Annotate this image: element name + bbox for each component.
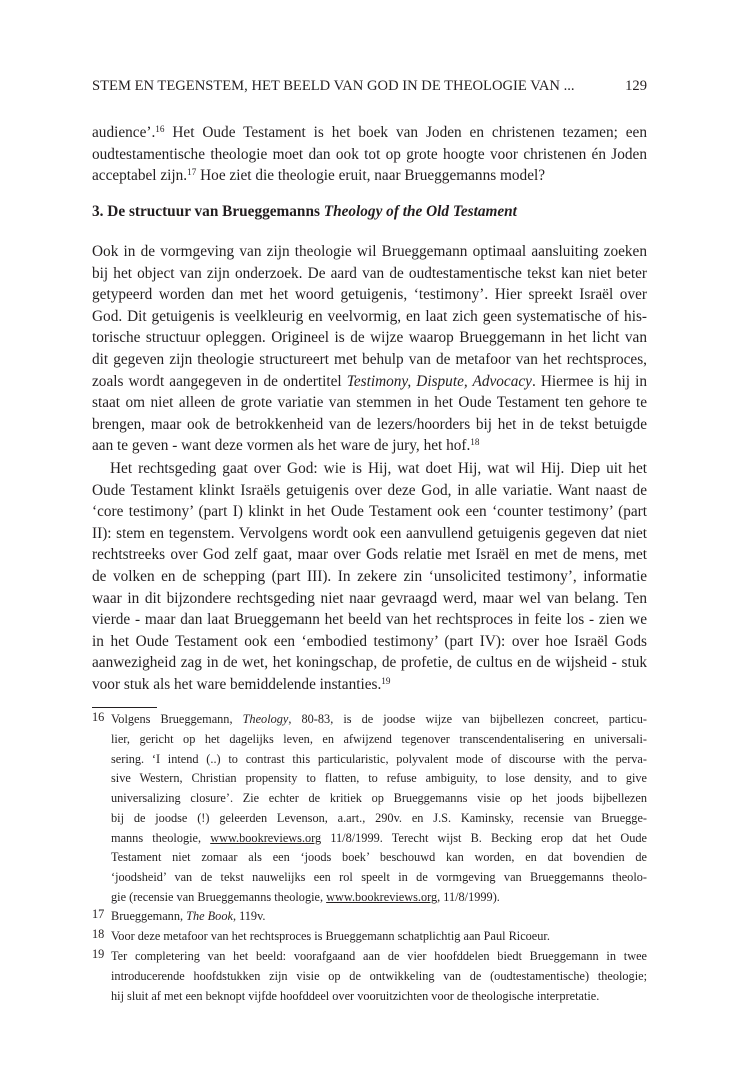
text-run: Ter completering van het beeld: voorafgaand aan de vier hoofddelen biedt Brueggemann in twee: [111, 949, 647, 963]
text-run: , 80-83, is de joodse wijze van bijbellezen concreet, particu-: [288, 712, 647, 726]
text-run: getypeerd worden dan met het woord getuigenis, ‘testimony’. Hier spreekt Israël over: [92, 286, 647, 304]
text-run: voor stuk als het ware bemiddelende instanties.: [92, 675, 382, 693]
footnote-number: 17: [92, 907, 105, 921]
text-run: lier, gericht op het dagelijks leven, en afwijzend tegenover transcendentalisering en universali-: [111, 731, 647, 746]
text-run: God. Dit getuigenis is veelkleurig en veelvormig, en laat zich geen systematische of his-: [92, 307, 647, 325]
footnote-number: 16: [92, 710, 105, 724]
footnote-17: [92, 907, 647, 927]
text-line: [111, 848, 647, 868]
text-run: brengen, maar ook de betrokkenheid van de lezers/hoorders bij het in de tekst betuigde: [92, 415, 647, 433]
text-run: bij het object van zijn onderzoek. De aard van de oudtestamentische tekst kan niet beter: [92, 264, 647, 282]
footnote-text: [111, 927, 647, 947]
running-header: [92, 78, 647, 95]
text-line: [92, 435, 647, 457]
paragraph-3: [92, 458, 647, 696]
text-run: Volgens Brueggemann,: [111, 712, 243, 726]
page-number: 129: [625, 78, 647, 94]
footnote-reference[interactable]: 17: [187, 167, 197, 178]
text-run: Testament niet zomaar als een ‘joods boek’ beschouwd kan worden, en dat bovendien de: [111, 850, 647, 865]
text-run: Voor deze metafoor van het rechtsproces is Brueggemann schatplichtig aan Paul Ricoeur.: [111, 929, 550, 943]
section-heading-text: 3. De structuur van Brueggemanns: [92, 203, 324, 220]
text-run: , 11/8/1999).: [437, 889, 500, 904]
footnote-reference[interactable]: 18: [470, 437, 480, 448]
text-run: gie (recensie van Brueggemanns theologie,: [111, 889, 327, 904]
text-line: [111, 967, 647, 987]
text-run: in het Oude Testament ook een ‘embodied testimony’ (part IV): over hoe Israël Gods: [92, 632, 647, 650]
text-run: sive Western, Christian propensity to flatten, to refuse ambiguity, to lose density, and to give: [111, 771, 647, 786]
section-heading: [92, 203, 517, 221]
text-line: [92, 392, 647, 414]
paragraph-1: [92, 122, 647, 187]
text-line: [92, 371, 647, 393]
text-run: aanwezigheid zag in de wet, het koningschap, de profetie, de cultus en de wijsheid - stuk: [92, 654, 647, 672]
text-line: [92, 652, 647, 674]
text-run: Het Oude Testament is het boek van Joden en christenen tezamen; een: [164, 124, 647, 141]
text-run: Ook in de vormgeving van zijn theologie wil Brueggemann optimaal aansluiting zoeken: [92, 243, 647, 260]
footnote-text: [111, 947, 647, 1006]
italic-title: Theology: [242, 712, 289, 726]
text-run: Oude Testament klinkt Israëls getuigenis over deze God, in alle variatie. Want naast de: [92, 481, 647, 499]
italic-title: Testimony, Dispute, Advocacy: [346, 372, 532, 390]
url-link[interactable]: www.bookreviews.org: [210, 830, 322, 845]
text-run: ‘core testimony’ (part I) klinkt in het Oude Testament ook een ‘counter testimony’ (part: [92, 503, 647, 521]
text-line: [92, 674, 647, 696]
text-run: bij de joodse (!) geleerden Levenson, a.art., 290v. en J.S. Kaminsky, recensie van Brueggе-: [111, 810, 647, 825]
text-line: [92, 414, 647, 436]
text-line: [111, 927, 647, 947]
text-run: torische structuur opleggen. Origineel is de wijze waarop Brueggemann in het licht van: [92, 329, 647, 347]
text-run: II): stem en tegenstem. Vervolgens wordt ook een aanvullend getuigenis gegeven dat niet: [92, 524, 647, 542]
text-line: [111, 769, 647, 789]
text-run: 11/8/1999. Terecht wijst B. Becking erop dat het Oude: [321, 830, 647, 845]
text-line: [92, 544, 647, 566]
text-line: [111, 868, 647, 888]
text-run: waar in dit bijzondere rechtsgeding niet naar gevraagd werd, maar wel van belang. Ten: [92, 589, 647, 607]
text-run: de volken en de schepping (part III). In zekere zin ‘unsolicited testimony’, informatie: [92, 567, 647, 585]
text-run: . Hiermee is hij in: [531, 372, 647, 390]
text-line: [111, 829, 647, 849]
text-run: ‘joodsheid’ van de tekst nauwelijks een rol speelt in de vormgeving van Brueggemanns theolo-: [111, 870, 647, 884]
italic-title: The Book: [186, 909, 233, 923]
footnote-reference[interactable]: 19: [381, 675, 391, 686]
text-line: [92, 263, 647, 285]
text-run: dit gegeven zijn theologie structureert met behulp van de metafoor van het rechtsproces,: [92, 350, 647, 368]
text-line: [111, 730, 647, 750]
text-run: oudtestamentische theologie moet dan ook tot op grote hoogte voor christenen én Joden: [92, 145, 647, 163]
text-line: [92, 327, 647, 349]
text-line: [111, 809, 647, 829]
text-run: Brueggemann,: [111, 909, 187, 923]
url-link[interactable]: www.bookreviews.org: [326, 889, 438, 904]
text-line: [92, 523, 647, 545]
text-run: , 119v.: [232, 909, 266, 923]
text-run: universalizing closure’. Zie echter de kritiek op Brueggemanns visie op het joods bijbellezen: [111, 791, 647, 805]
text-run: Het rechtsgeding gaat over God: wie is Hij, wat doet Hij, wat wil Hij. Diep uit het: [110, 460, 647, 477]
text-run: hij sluit af met een beknopt vijfde hoofddeel over vooruitzichten voor de theologische interpretatie.: [111, 988, 600, 1003]
text-line: [92, 241, 647, 263]
footnote-reference[interactable]: 16: [155, 123, 165, 134]
text-line: [111, 947, 647, 967]
text-line: [111, 710, 647, 730]
text-run: manns theologie,: [111, 830, 211, 845]
text-line: [92, 588, 647, 610]
footnote-text: [111, 907, 647, 927]
text-run: rechtstreeks over God zelf gaat, maar over Gods relatie met Israël en met de mens, met: [92, 546, 647, 564]
text-line: [111, 907, 647, 927]
running-title: STEM EN TEGENSTEM, HET BEELD VAN GOD IN DE THEOLOGIE VAN ...: [92, 78, 575, 94]
text-line: [92, 165, 647, 187]
text-line: [111, 789, 647, 809]
text-run: aan te geven - want deze vormen als het ware de jury, het hof.: [92, 437, 471, 455]
text-line: [92, 631, 647, 653]
footnote-19: [92, 947, 647, 1006]
text-line: [92, 609, 647, 631]
footnote-separator: [92, 707, 157, 708]
footnote-text: [111, 710, 647, 908]
text-line: [111, 888, 647, 908]
text-line: [92, 306, 647, 328]
paragraph-2: [92, 241, 647, 457]
text-run: audience’.: [92, 124, 156, 141]
text-line: [92, 144, 647, 166]
text-line: [92, 480, 647, 502]
footnote-16: [92, 710, 647, 908]
text-run: acceptabel zijn.: [92, 167, 188, 185]
text-line: [92, 458, 647, 480]
text-run: zoals wordt aangegeven in de ondertitel: [92, 372, 347, 390]
section-heading-title: Theology of the Old Testament: [323, 203, 517, 220]
text-line: [92, 501, 647, 523]
footnote-number: 19: [92, 947, 105, 961]
text-run: introducerende hoofdstukken zijn visie op de ontwikkeling van de (oudtestamentische) theologie;: [111, 968, 647, 983]
text-run: vierde - maar dan laat Brueggemann het beeld van het rechtsproces in feite los - zien we: [92, 611, 647, 629]
footnote-18: [92, 927, 647, 947]
text-line: [92, 284, 647, 306]
footnote-number: 18: [92, 927, 105, 941]
text-run: sering. ‘I intend (..) to contrast this particularistic, polyvalent mode of discourse with the perva-: [111, 751, 647, 766]
text-run: staat om niet alleen de grote variatie van stemmen in het Oude Testament ten gehore te: [92, 394, 647, 412]
text-line: [111, 750, 647, 770]
text-run: Hoe ziet die theologie eruit, naar Brueggemanns model?: [196, 167, 546, 185]
text-line: [92, 566, 647, 588]
text-line: [92, 122, 647, 144]
text-line: [92, 349, 647, 371]
text-line: [111, 987, 647, 1007]
